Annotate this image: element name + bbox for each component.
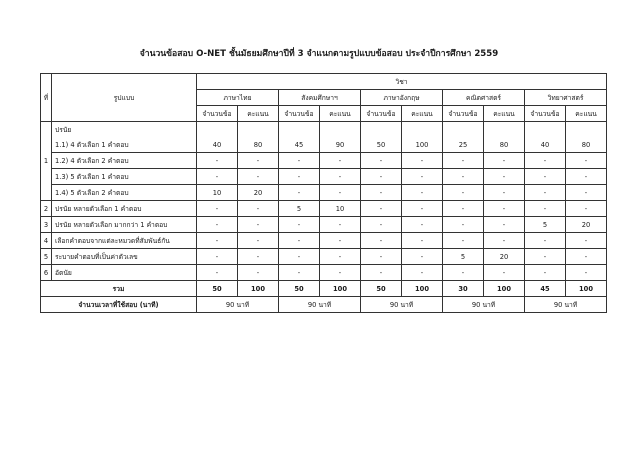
count-cell: - [279, 249, 320, 265]
count-cell: - [361, 249, 402, 265]
count-cell: - [361, 233, 402, 249]
count-cell: - [197, 249, 238, 265]
count-cell: 10 [197, 185, 238, 201]
document-title: จำนวนข้อสอบ O-NET ชั้นมัธยมศึกษาปีที่ 3 จำแนกตามรูปแบบข้อสอบ ประจำปีการศึกษา 2559 [139, 49, 499, 59]
score-cell: 100 [402, 281, 443, 297]
count-cell: - [197, 153, 238, 169]
count-cell: - [279, 153, 320, 169]
format-label: 1.4) 5 ตัวเลือก 2 คำตอบ [52, 185, 197, 201]
score-cell: - [484, 153, 525, 169]
score-cell: - [484, 265, 525, 281]
count-cell: - [361, 185, 402, 201]
count-cell: - [279, 185, 320, 201]
header-subject-group: วิชา [197, 74, 607, 90]
empty-cell [525, 122, 566, 138]
header-no: ที่ [41, 74, 52, 122]
row-number: 1 [41, 122, 52, 201]
header-count: จำนวนข้อ [197, 106, 238, 122]
count-cell: - [525, 265, 566, 281]
score-cell: - [484, 217, 525, 233]
header-subject-english: ภาษาอังกฤษ [361, 90, 443, 106]
format-label: ปรนัย [52, 122, 197, 138]
count-cell: - [443, 233, 484, 249]
score-cell: 100 [402, 137, 443, 153]
format-label: 1.3) 5 ตัวเลือก 1 คำตอบ [52, 169, 197, 185]
count-cell: 25 [443, 137, 484, 153]
score-cell: - [402, 249, 443, 265]
score-cell: 10 [320, 201, 361, 217]
count-cell: 50 [361, 281, 402, 297]
empty-cell [484, 122, 525, 138]
count-cell: - [279, 169, 320, 185]
header-score: คะแนน [238, 106, 279, 122]
count-cell: 30 [443, 281, 484, 297]
row-number: 4 [41, 233, 52, 249]
count-cell: - [525, 153, 566, 169]
duration-cell: 90 นาที [197, 297, 279, 313]
empty-cell [361, 122, 402, 138]
score-cell: - [238, 169, 279, 185]
score-cell: - [238, 233, 279, 249]
score-cell: - [238, 249, 279, 265]
score-cell: 80 [484, 137, 525, 153]
score-cell: 90 [320, 137, 361, 153]
duration-cell: 90 นาที [525, 297, 607, 313]
count-cell: 50 [197, 281, 238, 297]
table-row [41, 201, 607, 217]
header-score: คะแนน [484, 106, 525, 122]
row-number: 6 [41, 265, 52, 281]
count-cell: - [525, 201, 566, 217]
score-cell: - [320, 185, 361, 201]
empty-cell [238, 122, 279, 138]
score-cell: - [484, 233, 525, 249]
format-label: อัตนัย [52, 265, 197, 281]
score-cell: - [238, 265, 279, 281]
count-cell: 5 [279, 201, 320, 217]
header-count: จำนวนข้อ [361, 106, 402, 122]
count-cell: - [279, 265, 320, 281]
count-cell: - [525, 185, 566, 201]
score-cell: - [320, 169, 361, 185]
duration-row [41, 297, 607, 313]
count-cell: 50 [361, 137, 402, 153]
empty-cell [443, 122, 484, 138]
score-cell: - [402, 169, 443, 185]
header-score: คะแนน [402, 106, 443, 122]
score-cell: 80 [238, 137, 279, 153]
score-cell: - [566, 153, 607, 169]
score-cell: - [402, 185, 443, 201]
header-subject-thai: ภาษาไทย [197, 90, 279, 106]
format-label: เลือกคำตอบจากแต่ละหมวดที่สัมพันธ์กัน [52, 233, 197, 249]
header-subject-math: คณิตศาสตร์ [443, 90, 525, 106]
table-row [41, 249, 607, 265]
empty-cell [402, 122, 443, 138]
table-row [41, 137, 607, 153]
count-cell: 40 [525, 137, 566, 153]
count-cell: - [525, 233, 566, 249]
count-cell: 5 [525, 217, 566, 233]
header-score: คะแนน [566, 106, 607, 122]
count-cell: - [361, 217, 402, 233]
duration-label: จำนวนเวลาที่ใช้สอบ (นาที) [41, 297, 197, 313]
count-cell: 45 [279, 137, 320, 153]
count-cell: - [279, 217, 320, 233]
count-cell: 5 [443, 249, 484, 265]
total-label: รวม [41, 281, 197, 297]
count-cell: - [197, 201, 238, 217]
count-cell: - [443, 265, 484, 281]
format-label: 1.1) 4 ตัวเลือก 1 คำตอบ [52, 137, 197, 153]
header-score: คะแนน [320, 106, 361, 122]
count-cell: 45 [525, 281, 566, 297]
duration-cell: 90 นาที [443, 297, 525, 313]
count-cell: 50 [279, 281, 320, 297]
table-row [41, 185, 607, 201]
count-cell: - [443, 201, 484, 217]
table-row [41, 153, 607, 169]
count-cell: - [279, 233, 320, 249]
count-cell: 40 [197, 137, 238, 153]
score-cell: - [484, 169, 525, 185]
score-cell: - [566, 249, 607, 265]
table-row [41, 122, 607, 138]
table-row [41, 233, 607, 249]
duration-cell: 90 นาที [361, 297, 443, 313]
score-cell: - [566, 233, 607, 249]
score-cell: - [484, 185, 525, 201]
format-label: 1.2) 4 ตัวเลือก 2 คำตอบ [52, 153, 197, 169]
count-cell: - [197, 169, 238, 185]
score-cell: - [566, 265, 607, 281]
score-cell: - [320, 153, 361, 169]
count-cell: - [443, 169, 484, 185]
format-label: ปรนัย หลายตัวเลือก มากกว่า 1 คำตอบ [52, 217, 197, 233]
duration-cell: 90 นาที [279, 297, 361, 313]
header-format: รูปแบบ [52, 74, 197, 122]
count-cell: - [443, 217, 484, 233]
score-cell: - [320, 265, 361, 281]
score-cell: - [402, 217, 443, 233]
count-cell: - [443, 153, 484, 169]
score-cell: 100 [320, 281, 361, 297]
score-cell: - [566, 169, 607, 185]
format-label: ระบายคำตอบที่เป็นค่าตัวเลข [52, 249, 197, 265]
table-row [41, 217, 607, 233]
count-cell: - [525, 249, 566, 265]
score-cell: 100 [566, 281, 607, 297]
row-number: 2 [41, 201, 52, 217]
count-cell: - [361, 153, 402, 169]
score-cell: 100 [238, 281, 279, 297]
score-cell: - [320, 249, 361, 265]
score-cell: - [402, 233, 443, 249]
score-cell: 80 [566, 137, 607, 153]
score-cell: - [402, 153, 443, 169]
count-cell: - [361, 201, 402, 217]
format-label: ปรนัย หลายตัวเลือก 1 คำตอบ [52, 201, 197, 217]
score-cell: 20 [484, 249, 525, 265]
table-body [41, 74, 607, 313]
count-cell: - [197, 265, 238, 281]
score-cell: - [238, 217, 279, 233]
exam-format-table [40, 73, 607, 313]
row-number: 5 [41, 249, 52, 265]
count-cell: - [197, 217, 238, 233]
score-cell: - [566, 185, 607, 201]
count-cell: - [197, 233, 238, 249]
total-row [41, 281, 607, 297]
score-cell: 20 [566, 217, 607, 233]
count-cell: - [361, 169, 402, 185]
score-cell: - [238, 201, 279, 217]
count-cell: - [443, 185, 484, 201]
count-cell: - [361, 265, 402, 281]
table-row [41, 265, 607, 281]
empty-cell [566, 122, 607, 138]
score-cell: - [320, 217, 361, 233]
score-cell: - [320, 233, 361, 249]
score-cell: - [238, 153, 279, 169]
row-number: 3 [41, 217, 52, 233]
header-count: จำนวนข้อ [279, 106, 320, 122]
header-subject-science: วิทยาศาสตร์ [525, 90, 607, 106]
score-cell: - [402, 265, 443, 281]
score-cell: 100 [484, 281, 525, 297]
score-cell: 20 [238, 185, 279, 201]
empty-cell [320, 122, 361, 138]
count-cell: - [525, 169, 566, 185]
empty-cell [279, 122, 320, 138]
score-cell: - [566, 201, 607, 217]
header-row-subject-group [41, 74, 607, 90]
score-cell: - [402, 201, 443, 217]
header-subject-social: สังคมศึกษาฯ [279, 90, 361, 106]
score-cell: - [484, 201, 525, 217]
empty-cell [197, 122, 238, 138]
header-count: จำนวนข้อ [525, 106, 566, 122]
header-count: จำนวนข้อ [443, 106, 484, 122]
table-row [41, 169, 607, 185]
